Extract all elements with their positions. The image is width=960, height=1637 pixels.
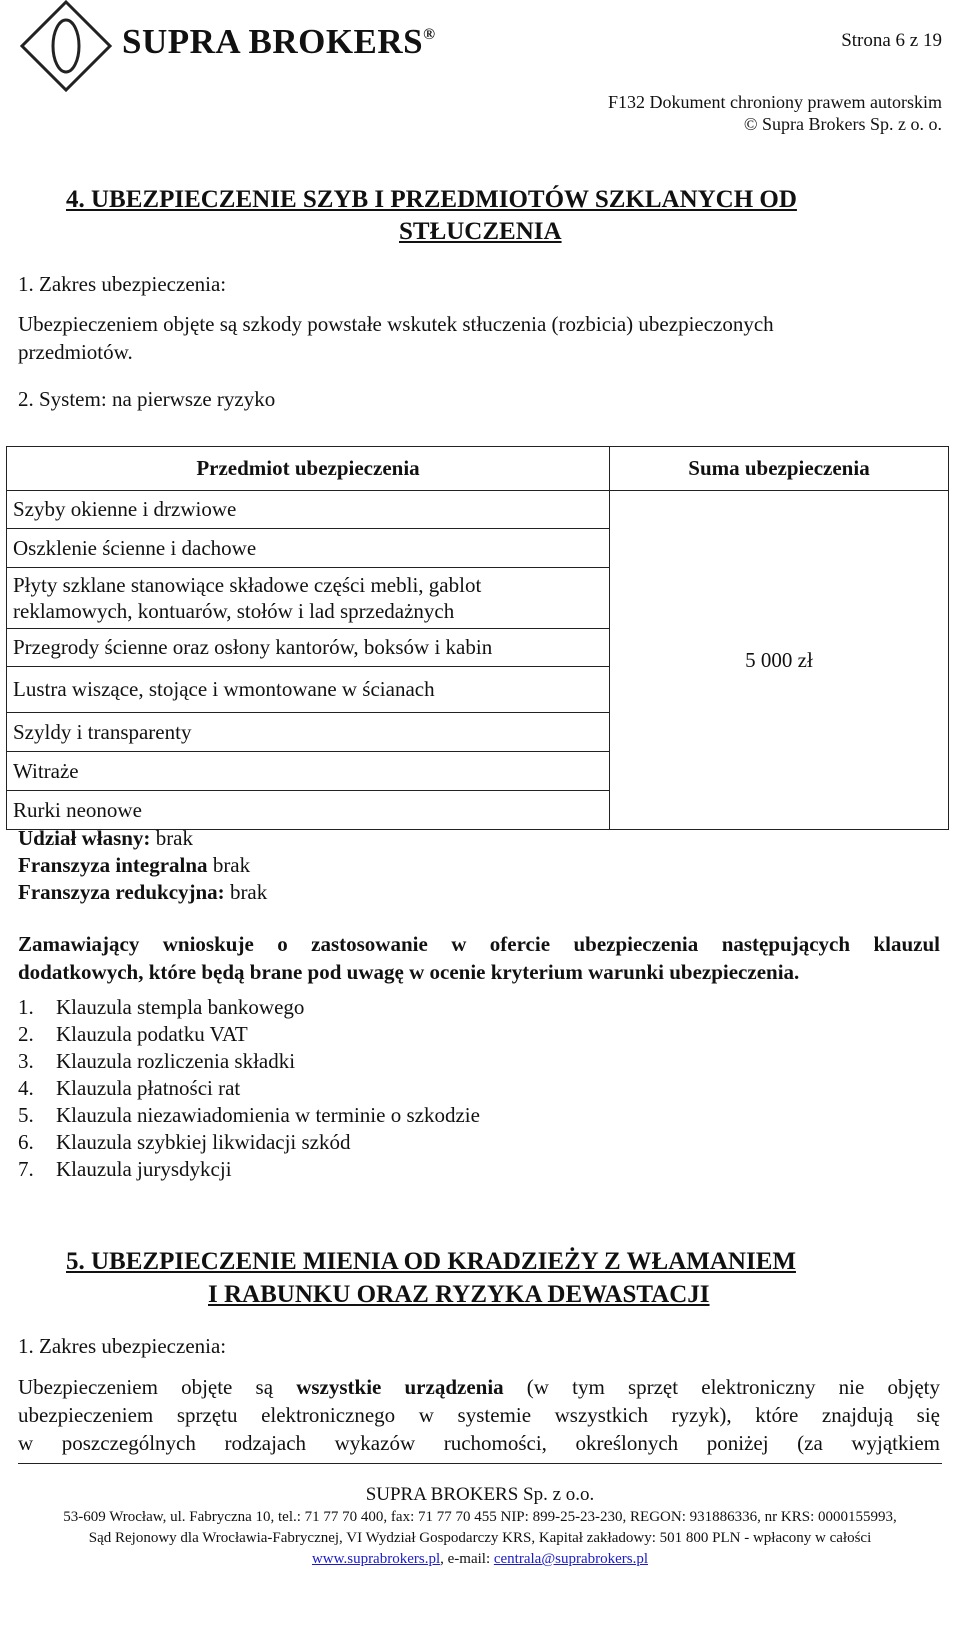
insurance-table [6, 446, 949, 830]
copyright-owner: © Supra Brokers Sp. z o. o. [743, 114, 942, 134]
clause-item: 1. Klauzula stempla bankowego [18, 995, 305, 1019]
section-4-scope-heading: 1. Zakres ubezpieczenia: [18, 272, 227, 296]
table-row: Szyby okienne i drzwiowe [7, 491, 610, 529]
copyright-notice: F132 Dokument chroniony prawem autorskim [608, 92, 942, 112]
clauses-intro-2: dodatkowych, które będą brane pod uwagę w ocenie kryterium warunki ubezpieczenia. [18, 960, 800, 984]
clause-item: 2. Klauzula podatku VAT [18, 1022, 248, 1046]
footer-company: SUPRA BROKERS Sp. z o.o. [365, 1484, 595, 1505]
section-4-title-line1: 4. UBEZPIECZENIE SZYB I PRZEDMIOTÓW SZKLANYCH OD [66, 186, 797, 213]
system-label: 2. System: [18, 387, 107, 411]
table-row: Szyldy i transparenty [7, 713, 610, 752]
section-4-scope-text-2: przedmiotów. [18, 340, 133, 364]
section-5-title-line1: 5. UBEZPIECZENIE MIENIA OD KRADZIEŻY Z WŁAMANIEM [66, 1248, 796, 1275]
website-link[interactable]: www.suprabrokers.pl [311, 1551, 441, 1567]
clause-item: 3. Klauzula rozliczenia składki [18, 1049, 296, 1073]
table-row: Oszklenie ścienne i dachowe [7, 529, 610, 568]
table-row: Lustra wiszące, stojące i wmontowane w ścianach [7, 667, 610, 713]
table-sum-cell: 5 000 zł [610, 491, 949, 830]
deductible-own-share: Udział własny: brak [18, 826, 194, 850]
section-4-title-line2: STŁUCZENIA [399, 218, 562, 245]
section-5-paragraph-3: w poszczególnych rodzajach wykazów ruchomości, określonych poniżej (za wyjątkiem [18, 1431, 940, 1455]
table-row: Rurki neonowe [7, 791, 610, 830]
supra-brokers-logo [20, 0, 112, 92]
footer-divider [18, 1463, 942, 1464]
clauses-intro-1: Zamawiający wnioskuje o zastosowanie w ofercie ubezpieczenia następujących klauzul [18, 932, 940, 956]
table-row: Płyty szklane stanowiące składowe części mebli, gablot reklamowych, kontuarów, stołów i lad sprzedażnych [7, 568, 610, 629]
section-5-title-line2: I RABUNKU ORAZ RYZYKA DEWASTACJI [208, 1281, 710, 1308]
table-header-subject: Przedmiot ubezpieczenia [7, 447, 610, 491]
table-row: Przegrody ścienne oraz osłony kantorów, boksów i kabin [7, 629, 610, 667]
section-4-scope-text-1: Ubezpieczeniem objęte są szkody powstałe wskutek stłuczenia (rozbicia) ubezpieczonych [18, 312, 774, 336]
section-5-paragraph-1: Ubezpieczeniem objęte są wszystkie urządzenia (w tym sprzęt elektroniczny nie objęty [18, 1375, 940, 1399]
footer-contact: www.suprabrokers.pl, e-mail: centrala@suprabrokers.pl [311, 1551, 649, 1567]
page-number: Strona 6 z 19 [841, 30, 942, 51]
clause-item: 4. Klauzula płatności rat [18, 1076, 241, 1100]
deductible-integral: Franszyza integralna brak [18, 853, 251, 877]
clause-item: 5. Klauzula niezawiadomienia w terminie o szkodzie [18, 1103, 480, 1127]
deductible-reduction: Franszyza redukcyjna: brak [18, 880, 268, 904]
clause-item: 6. Klauzula szybkiej likwidacji szkód [18, 1130, 351, 1154]
footer-address: 53-609 Wrocław, ul. Fabryczna 10, tel.: 71 77 70 400, fax: 71 77 70 455 NIP: 899-25-23-230, REGON: 931886336, nr KRS: 0000155993, [63, 1509, 897, 1525]
table-header-sum: Suma ubezpieczenia [610, 447, 949, 491]
table-row: Witraże [7, 752, 610, 791]
footer-court: Sąd Rejonowy dla Wrocławia-Fabrycznej, VI Wydział Gospodarczy KRS, Kapitał zakładowy: 501 800 PLN - wpłacony w całości [88, 1530, 872, 1546]
section-5-paragraph-2: ubezpieczeniem sprzętu elektronicznego w systemie wszystkich ryzyk), które znajdują się [18, 1403, 940, 1427]
brand-name: SUPRA BROKERS® [122, 22, 436, 61]
email-link[interactable]: centrala@suprabrokers.pl [493, 1551, 649, 1567]
section-5-scope-heading: 1. Zakres ubezpieczenia: [18, 1334, 227, 1358]
system-value: na pierwsze ryzyko [106, 387, 276, 411]
clause-item: 7. Klauzula jurysdykcji [18, 1157, 232, 1181]
system-line [18, 387, 275, 412]
